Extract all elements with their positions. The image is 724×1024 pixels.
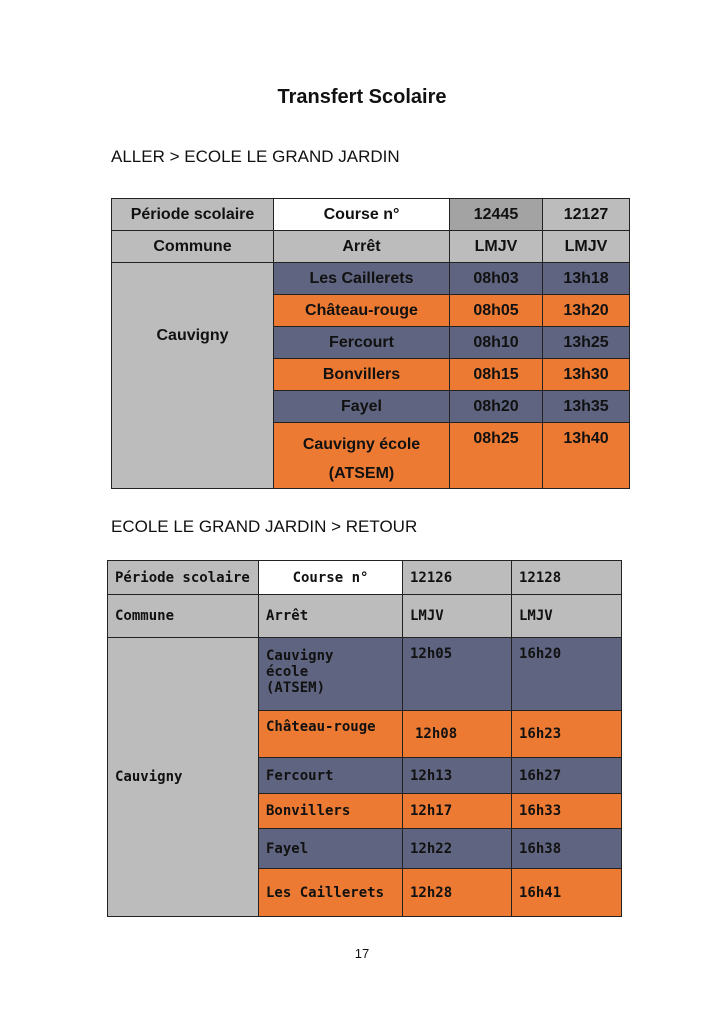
time-cell: 13h25 — [543, 327, 630, 359]
time-cell: 16h23 — [512, 711, 622, 758]
time-cell: 08h25 — [450, 423, 543, 489]
section-heading-retour: ECOLE LE GRAND JARDIN > RETOUR — [111, 517, 418, 536]
stop-label-cell: Arrêt — [274, 231, 450, 263]
course-number-cell: 12127 — [543, 199, 630, 231]
days-cell: LMJV — [543, 231, 630, 263]
section-heading-aller: ALLER > ECOLE LE GRAND JARDIN — [111, 147, 400, 166]
course-number-cell: 12128 — [512, 561, 622, 595]
course-number-cell: 12126 — [403, 561, 512, 595]
days-cell: LMJV — [450, 231, 543, 263]
stop-line: Cauvigny — [266, 648, 334, 664]
stop-cell — [259, 638, 403, 711]
time-cell: 08h10 — [450, 327, 543, 359]
timetable-retour — [107, 560, 622, 917]
time-cell: 13h40 — [543, 423, 630, 489]
commune-label-cell: Commune — [112, 231, 274, 263]
table-row — [112, 263, 630, 295]
days-cell: LMJV — [403, 595, 512, 638]
time-cell: 08h05 — [450, 295, 543, 327]
course-number-cell: 12445 — [450, 199, 543, 231]
days-cell: LMJV — [512, 595, 622, 638]
page-number: 17 — [354, 946, 370, 961]
stop-cell: Bonvillers — [259, 794, 403, 829]
stop-cell: Fercourt — [274, 327, 450, 359]
stop-line: (ATSEM) — [328, 465, 395, 482]
commune-cell: Cauvigny — [112, 263, 274, 489]
stop-cell: Fayel — [274, 391, 450, 423]
stop-cell: Fayel — [259, 829, 403, 869]
stop-cell: Château-rouge — [274, 295, 450, 327]
course-label-cell: Course n° — [259, 561, 403, 595]
time-cell: 12h13 — [403, 758, 512, 794]
period-label-cell: Période scolaire — [112, 199, 274, 231]
time-cell: 12h22 — [403, 829, 512, 869]
time-cell: 13h35 — [543, 391, 630, 423]
stop-cell: Les Caillerets — [274, 263, 450, 295]
stop-line: école — [266, 664, 309, 680]
time-cell: 16h41 — [512, 869, 622, 917]
table-row — [108, 638, 622, 711]
timetable-aller — [111, 198, 630, 489]
page-title: Transfert Scolaire — [277, 86, 447, 108]
time-cell: 13h20 — [543, 295, 630, 327]
stop-cell: Château-rouge — [259, 711, 403, 758]
time-cell: 08h15 — [450, 359, 543, 391]
time-cell: 16h27 — [512, 758, 622, 794]
time-cell: 16h38 — [512, 829, 622, 869]
course-label-cell: Course n° — [274, 199, 450, 231]
time-cell: 12h17 — [403, 794, 512, 829]
time-cell: 16h20 — [512, 638, 622, 711]
stop-line: (ATSEM) — [266, 680, 326, 696]
time-cell: 12h28 — [403, 869, 512, 917]
stop-cell: Fercourt — [259, 758, 403, 794]
stop-label-cell: Arrêt — [259, 595, 403, 638]
time-cell: 13h30 — [543, 359, 630, 391]
commune-label-cell: Commune — [108, 595, 259, 638]
time-cell: 12h08 — [403, 711, 512, 758]
time-cell: 12h05 — [403, 638, 512, 711]
stop-cell — [274, 423, 450, 489]
time-cell: 08h03 — [450, 263, 543, 295]
period-label-cell: Période scolaire — [108, 561, 259, 595]
stop-cell: Les Caillerets — [259, 869, 403, 917]
commune-cell: Cauvigny — [108, 638, 259, 917]
time-cell: 13h18 — [543, 263, 630, 295]
time-cell: 16h33 — [512, 794, 622, 829]
time-cell: 08h20 — [450, 391, 543, 423]
stop-cell: Bonvillers — [274, 359, 450, 391]
stop-line: Cauvigny école — [302, 436, 421, 453]
